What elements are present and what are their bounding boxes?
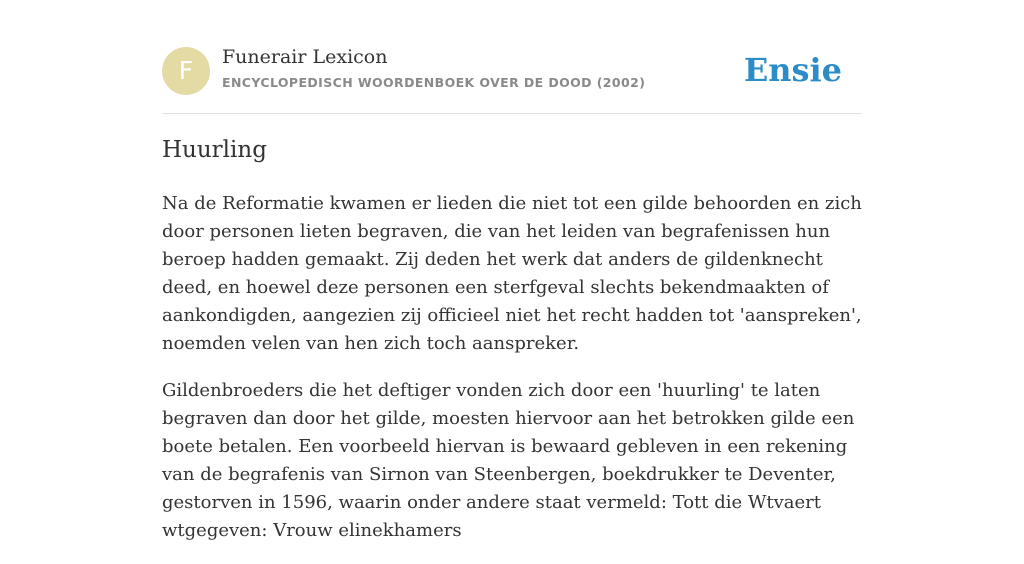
entry-body — [162, 190, 862, 564]
ensie-logo-link[interactable]: Ensie — [743, 51, 842, 89]
source-subtitle: ENCYCLOPEDISCH WOORDENBOEK OVER DE DOOD (2002) — [222, 75, 646, 90]
entry-paragraph: Na de Reformatie kwamen er lieden die niet tot een gilde behoorden en zich door personen lieten begraven, die van het leiden van begrafenissen hun beroep hadden gemaakt. Zij deden het werk dat anders de gildenknecht deed, en hoewel deze personen een sterfgeval slechts bekendmaakten of aankondigden, aangezien zij officieel niet het recht hadden tot 'aanspreken', noemden velen van hen zich toch aanspreker. — [162, 193, 862, 354]
header-divider — [162, 113, 862, 114]
source-header — [162, 46, 862, 96]
source-title-link[interactable]: Funerair Lexicon — [222, 46, 388, 68]
entry-paragraph: Gildenbroeders die het deftiger vonden zich door een 'huurling' te laten begraven dan door het gilde, moesten hiervoor aan het betrokken gilde een boete betalen. Een voorbeeld hiervan is bewaard gebleven in een rekening van de begrafenis van Sirnon van Steenbergen, boekdrukker te Deventer, gestorven in 1596, waarin onder andere staat vermeld: Tott die Wtvaert wtgegeven: Vrouw elinekhamers — [162, 380, 855, 541]
entry-term-title: Huurling — [162, 137, 267, 163]
source-avatar: F — [162, 47, 210, 95]
